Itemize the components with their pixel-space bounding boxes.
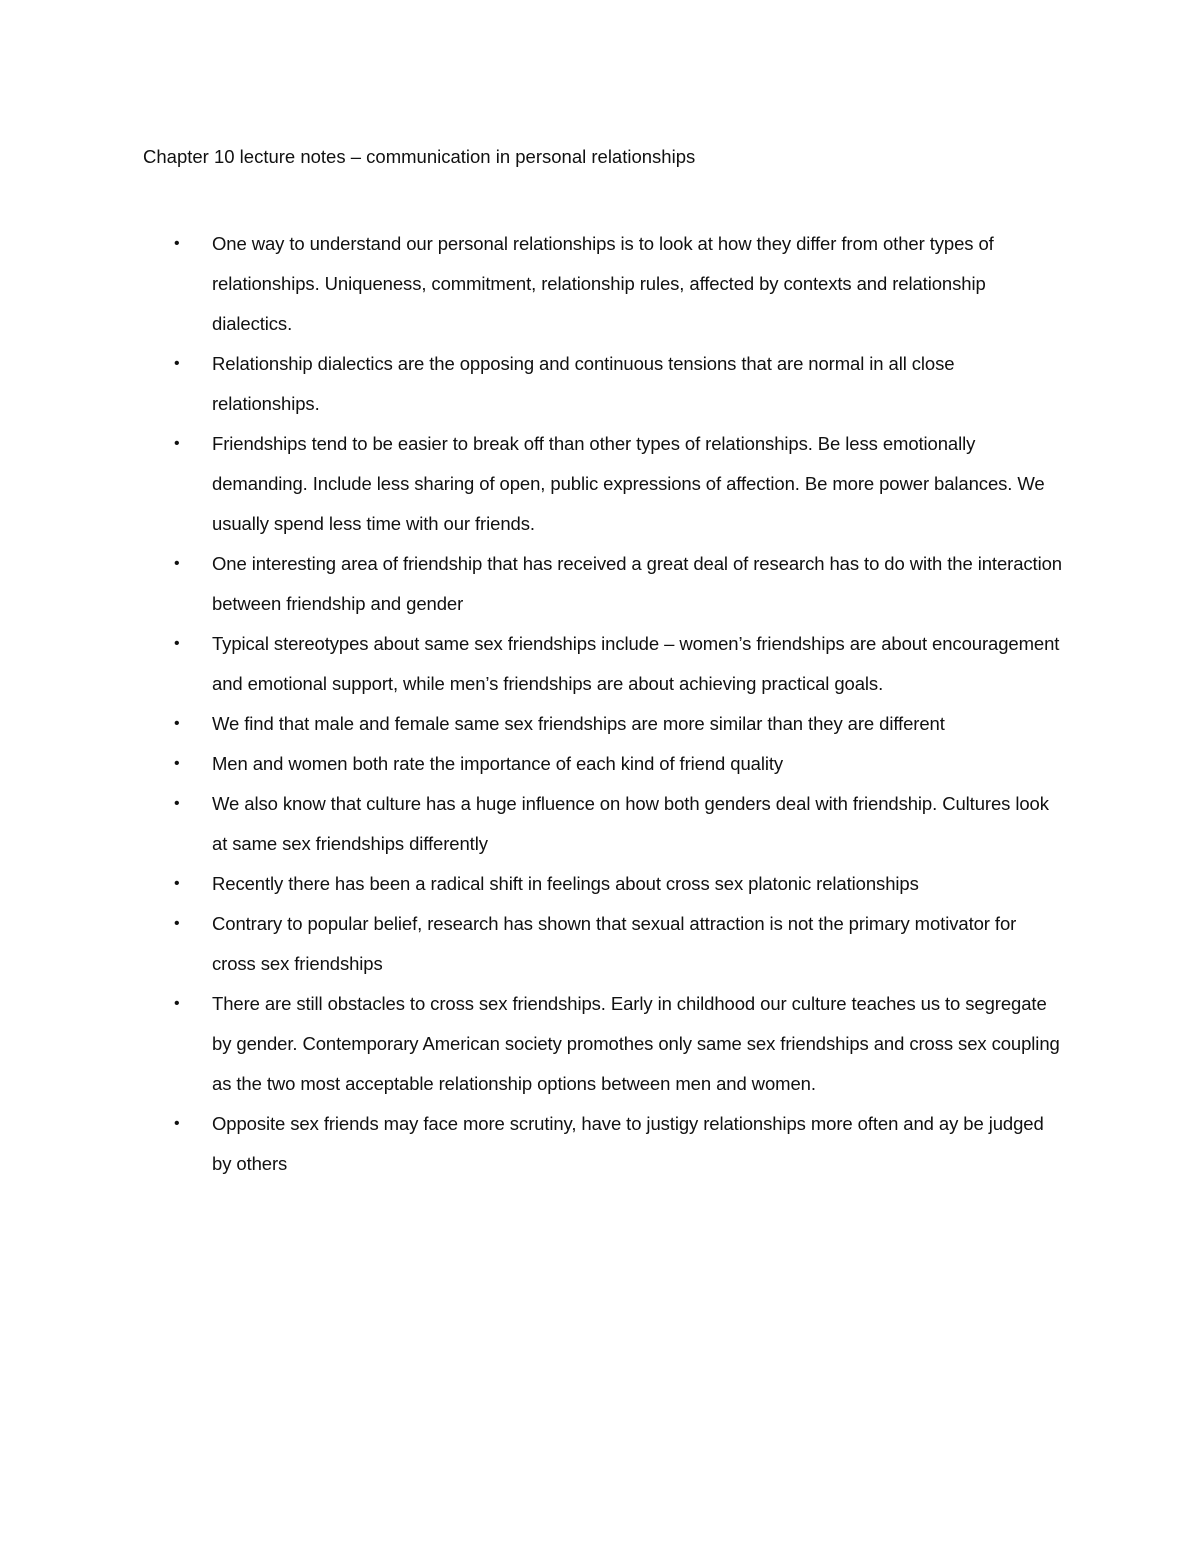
- list-item: [0, 704, 1062, 744]
- list-item-text: Contrary to popular belief, research has shown that sexual attraction is not the primary motivator for cross sex friendships: [212, 913, 1017, 974]
- bullet-icon: •: [174, 635, 180, 652]
- lecture-notes-list: [0, 224, 1062, 1184]
- list-item-text: Typical stereotypes about same sex friendships include – women’s friendships are about encouragement and emotional support, while men’s friendships are about achieving practical goals.: [212, 633, 1060, 694]
- list-item-text: One way to understand our personal relationships is to look at how they differ from other types of relationships. Uniqueness, commitment, relationship rules, affected by contexts and relationship dialectics.: [212, 233, 994, 334]
- list-item-text: Relationship dialectics are the opposing and continuous tensions that are normal in all close relationships.: [212, 353, 955, 414]
- bullet-icon: •: [174, 1115, 180, 1132]
- list-item: [0, 984, 1062, 1104]
- list-item: [0, 624, 1062, 704]
- bullet-icon: •: [174, 235, 180, 252]
- list-item: [0, 864, 1062, 904]
- list-item-text: Opposite sex friends may face more scrutiny, have to justigy relationships more often and ay be judged by others: [212, 1113, 1044, 1174]
- list-item-text: Men and women both rate the importance of each kind of friend quality: [212, 753, 784, 774]
- page-title: Chapter 10 lecture notes – communication in personal relationships: [143, 146, 696, 167]
- list-item: [0, 904, 1062, 984]
- bullet-icon: •: [174, 995, 180, 1012]
- list-item: [0, 1104, 1062, 1184]
- list-item-text: One interesting area of friendship that has received a great deal of research has to do with the interaction between friendship and gender: [212, 553, 1062, 614]
- list-item: [0, 224, 1062, 344]
- bullet-icon: •: [174, 355, 180, 372]
- bullet-icon: •: [174, 435, 180, 452]
- bullet-icon: •: [174, 915, 180, 932]
- list-item: [0, 344, 1062, 424]
- list-item-text: Friendships tend to be easier to break off than other types of relationships. Be less emotionally demanding. Include less sharing of open, public expressions of affection. Be more power balances. We usually spend less time with our friends.: [212, 433, 1045, 534]
- bullet-icon: •: [174, 795, 180, 812]
- bullet-icon: •: [174, 875, 180, 892]
- list-item-text: We find that male and female same sex friendships are more similar than they are different: [212, 713, 945, 734]
- bullet-icon: •: [174, 715, 180, 732]
- bullet-icon: •: [174, 755, 180, 772]
- list-item: [0, 744, 1062, 784]
- list-item-text: There are still obstacles to cross sex friendships. Early in childhood our culture teaches us to segregate by gender. Contemporary American society promothes only same sex friendships and cross sex coupling as the two most acceptable relationship options between men and women.: [212, 993, 1060, 1094]
- bullet-icon: •: [174, 555, 180, 572]
- list-item-text: Recently there has been a radical shift in feelings about cross sex platonic relationships: [212, 873, 919, 894]
- list-item-text: We also know that culture has a huge influence on how both genders deal with friendship. Cultures look at same sex friendships differently: [212, 793, 1049, 854]
- list-item: [0, 784, 1062, 864]
- list-item: [0, 544, 1062, 624]
- list-item: [0, 424, 1062, 544]
